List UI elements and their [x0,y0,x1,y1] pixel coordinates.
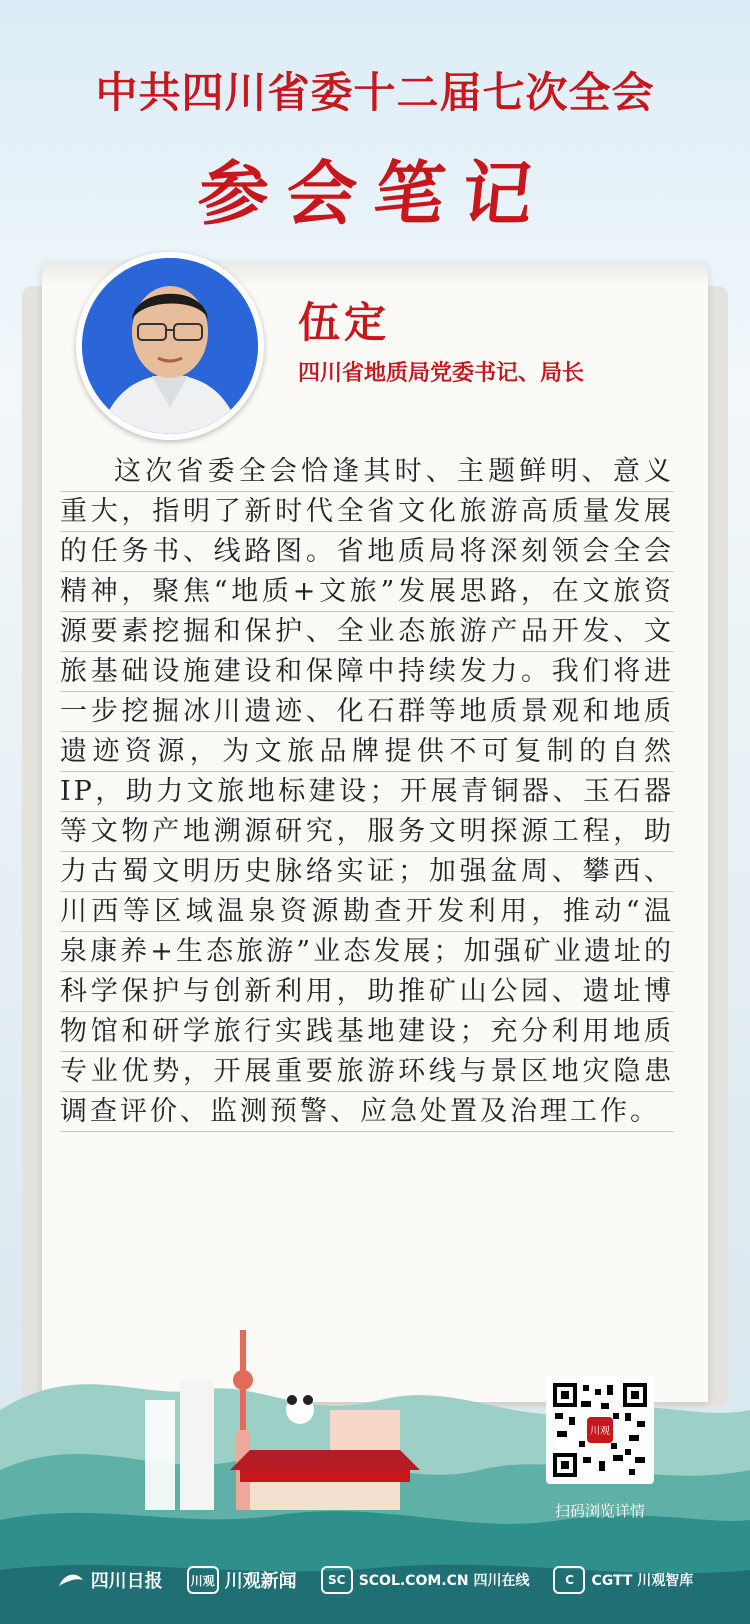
cgtt-badge-icon: C [553,1566,585,1594]
logo-sichuan-daily-text: 四川日报 [90,1571,163,1592]
sichuan-daily-icon [57,1568,85,1592]
article-body: 这次省委全会恰逢其时、主题鲜明、意义重大，指明了新时代全省文化旅游高质量发展的任务书、线路图。省地质局将深刻领会全会精神，聚焦“地质+文旅”发展思路，在文旅资源要素挖掘和保护、全业态旅游产品开发、文旅基础设施建设和保障中持续发力。我们将进一步挖掘冰川遗迹、化石群等地质景观和地质遗迹资源，为文旅品牌提供不可复制的自然IP，助力文旅地标建设；开展青铜器、玉石器等文物产地溯源研究，服务文明探源工程，助力古蜀文明历史脉络实证；加强盆周、攀西、川西等区域温泉资源勘查开发利用，推动“温泉康养+生态旅游”业态发展；加强矿业遗址的科学保护与创新利用，助推矿山公园、遗址博物馆和研学旅行实践基地建设；充分利用地质专业优势，开展重要旅游环线与景区地灾隐患调查评价、监测预警、应急处置及治理工作。 [60,452,674,1132]
portrait-photo [82,258,258,434]
avatar [76,252,264,440]
logo-scol[interactable] [321,1566,530,1594]
scol-badge-icon: SC [321,1566,353,1594]
person-name: 伍定 [298,298,391,347]
person-role: 四川省地质局党委书记、局长 [298,361,585,386]
chuanguan-badge-icon: 川观 [187,1566,219,1594]
qr-caption: 扫码浏览详情 [554,1502,645,1520]
logo-cgtt-text: CGTT 川观智库 [591,1573,694,1589]
logo-cgtt[interactable] [553,1566,693,1594]
qr-code-icon [551,1381,649,1479]
logo-scol-text: SCOL.COM.CN 四川在线 [358,1573,530,1589]
page-title: 中共四川省委十二届七次全会 [95,68,655,117]
footer-logos [0,1560,750,1600]
portrait-icon [82,258,258,434]
logo-chuanguan-news-text: 川观新闻 [224,1571,297,1592]
logo-chuanguan-news[interactable] [187,1566,297,1594]
header [0,60,750,239]
qr-center-label: 川观 [590,1426,610,1437]
logo-sichuan-daily[interactable] [57,1567,163,1593]
qr-code[interactable] [546,1376,654,1484]
page-subtitle: 参会笔记 [194,152,555,235]
